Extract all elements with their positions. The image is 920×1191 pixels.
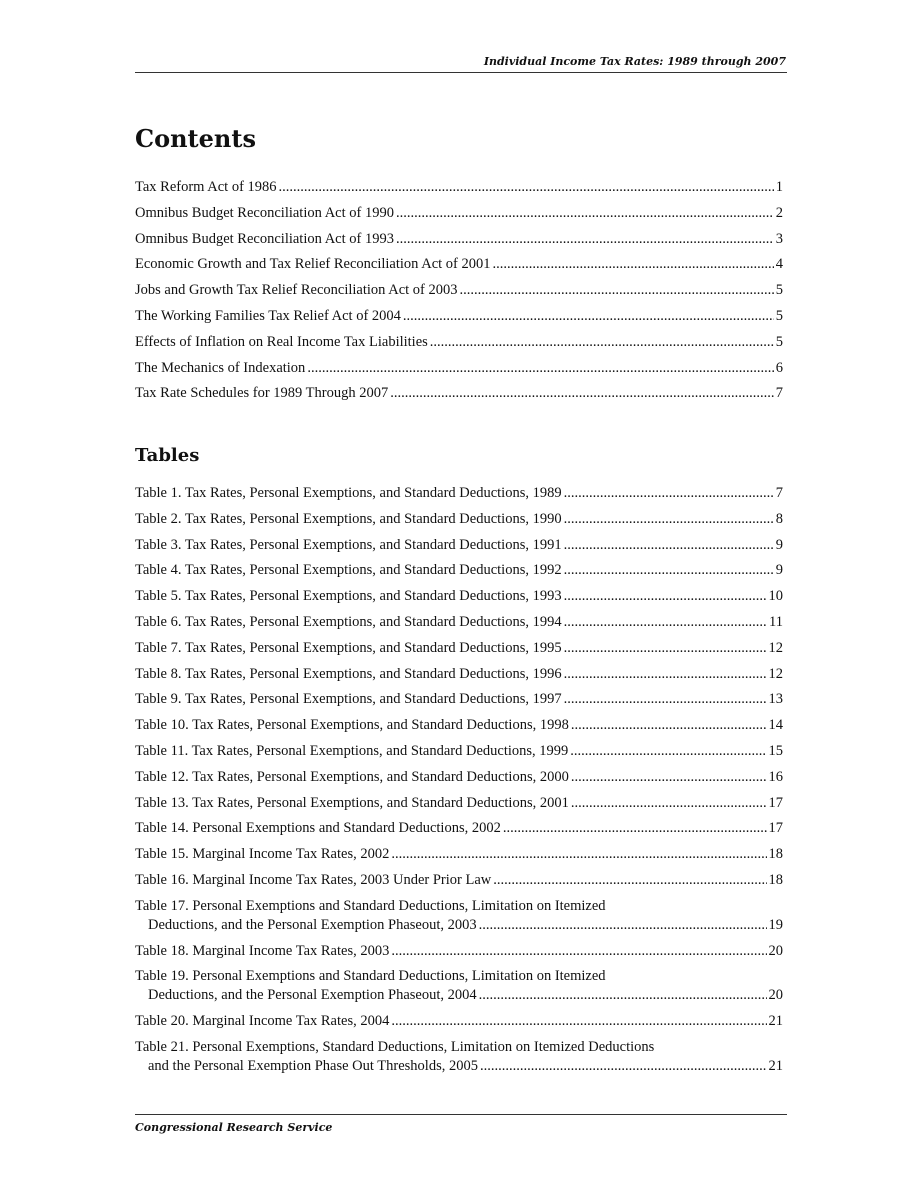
tables-entry[interactable] bbox=[135, 510, 783, 529]
tables-entry-title: Deductions, and the Personal Exemption Phaseout, 2004 bbox=[148, 987, 477, 1004]
contents-entry[interactable] bbox=[135, 230, 783, 249]
tables-entry-title: Table 14. Personal Exemptions and Standard Deductions, 2002 bbox=[135, 820, 501, 837]
dot-leader bbox=[564, 639, 767, 658]
dot-leader bbox=[403, 307, 774, 326]
tables-entry-title: Table 5. Tax Rates, Personal Exemptions, and Standard Deductions, 1993 bbox=[135, 588, 562, 605]
tables-entry-title: Table 18. Marginal Income Tax Rates, 2003 bbox=[135, 942, 390, 959]
tables-entry-page-number: 12 bbox=[768, 639, 783, 656]
contents-entry-title: Economic Growth and Tax Relief Reconciliation Act of 2001 bbox=[135, 256, 491, 273]
tables-entry-title: Table 6. Tax Rates, Personal Exemptions, and Standard Deductions, 1994 bbox=[135, 613, 562, 630]
contents-entry[interactable] bbox=[135, 384, 783, 403]
dot-leader bbox=[479, 916, 767, 935]
tables-entry-title-line: Table 17. Personal Exemptions and Standard Deductions, Limitation on Itemized bbox=[135, 897, 606, 914]
tables-entry[interactable] bbox=[135, 639, 783, 658]
dot-leader bbox=[391, 845, 766, 864]
contents-heading: Contents bbox=[135, 124, 256, 153]
contents-list bbox=[135, 178, 783, 410]
tables-entry-page-number: 16 bbox=[768, 768, 783, 785]
tables-entry[interactable] bbox=[135, 897, 783, 935]
tables-entry-page-number: 10 bbox=[768, 588, 783, 605]
tables-entry[interactable] bbox=[135, 768, 783, 787]
dot-leader bbox=[564, 561, 774, 580]
dot-leader bbox=[479, 986, 767, 1005]
contents-entry-title: The Working Families Tax Relief Act of 2004 bbox=[135, 307, 401, 324]
tables-entry-page-number: 8 bbox=[775, 510, 783, 527]
tables-list bbox=[135, 484, 783, 1083]
tables-entry-title: Table 2. Tax Rates, Personal Exemptions, and Standard Deductions, 1990 bbox=[135, 510, 562, 527]
running-footer: Congressional Research Service bbox=[135, 1121, 333, 1134]
tables-entry[interactable] bbox=[135, 587, 783, 606]
dot-leader bbox=[391, 1012, 766, 1031]
contents-entry-page-number: 1 bbox=[775, 179, 783, 195]
tables-entry[interactable] bbox=[135, 484, 783, 503]
tables-entry[interactable] bbox=[135, 742, 783, 761]
contents-entry[interactable] bbox=[135, 281, 783, 300]
tables-entry-page-number: 9 bbox=[775, 562, 783, 579]
dot-leader bbox=[571, 716, 767, 735]
contents-entry-page-number: 6 bbox=[775, 359, 783, 376]
contents-entry-title: Omnibus Budget Reconciliation Act of 1993 bbox=[135, 230, 394, 247]
dot-leader bbox=[391, 942, 766, 961]
tables-entry[interactable] bbox=[135, 1038, 783, 1076]
tables-entry[interactable] bbox=[135, 794, 783, 813]
tables-entry-title: Table 9. Tax Rates, Personal Exemptions, and Standard Deductions, 1997 bbox=[135, 691, 562, 708]
contents-entry[interactable] bbox=[135, 255, 783, 274]
tables-entry[interactable] bbox=[135, 871, 783, 890]
tables-entry[interactable] bbox=[135, 665, 783, 684]
dot-leader bbox=[564, 536, 774, 555]
tables-entry-page-number: 9 bbox=[775, 536, 783, 553]
contents-entry-page-number: 5 bbox=[775, 307, 783, 324]
dot-leader bbox=[564, 587, 767, 606]
contents-entry[interactable] bbox=[135, 359, 783, 378]
dot-leader bbox=[430, 333, 774, 352]
tables-entry[interactable] bbox=[135, 690, 783, 709]
tables-entry[interactable] bbox=[135, 967, 783, 1005]
tables-entry[interactable] bbox=[135, 942, 783, 961]
tables-entry-page-number: 12 bbox=[768, 665, 783, 682]
dot-leader bbox=[564, 613, 767, 632]
dot-leader bbox=[503, 819, 767, 838]
dot-leader bbox=[307, 359, 773, 378]
tables-entry-page-number: 14 bbox=[768, 717, 783, 734]
tables-entry-title: Table 15. Marginal Income Tax Rates, 2002 bbox=[135, 846, 390, 863]
tables-entry[interactable] bbox=[135, 1012, 783, 1031]
tables-entry-title: Table 11. Tax Rates, Personal Exemptions, and Standard Deductions, 1999 bbox=[135, 742, 569, 759]
tables-entry-page-number: 20 bbox=[768, 987, 783, 1004]
dot-leader bbox=[460, 281, 774, 300]
tables-entry-title: Table 16. Marginal Income Tax Rates, 2003 Under Prior Law bbox=[135, 871, 492, 888]
tables-entry[interactable] bbox=[135, 536, 783, 555]
footer-rule bbox=[135, 1114, 787, 1115]
tables-entry-title: Table 10. Tax Rates, Personal Exemptions, and Standard Deductions, 1998 bbox=[135, 717, 569, 734]
dot-leader bbox=[571, 768, 767, 787]
tables-entry-title: Table 7. Tax Rates, Personal Exemptions, and Standard Deductions, 1995 bbox=[135, 639, 562, 656]
running-header: Individual Income Tax Rates: 1989 through 2007 bbox=[483, 55, 786, 68]
tables-entry-page-number: 11 bbox=[769, 613, 783, 630]
tables-entry[interactable] bbox=[135, 561, 783, 580]
dot-leader bbox=[396, 204, 774, 223]
tables-entry-title: and the Personal Exemption Phase Out Thresholds, 2005 bbox=[148, 1057, 478, 1074]
contents-entry-title: Jobs and Growth Tax Relief Reconciliation Act of 2003 bbox=[135, 282, 458, 299]
contents-entry-title: Tax Reform Act of 1986 bbox=[135, 179, 277, 195]
dot-leader bbox=[564, 690, 767, 709]
tables-entry-page-number: 21 bbox=[768, 1057, 783, 1074]
tables-heading: Tables bbox=[135, 445, 200, 466]
contents-entry-title: The Mechanics of Indexation bbox=[135, 359, 306, 376]
tables-entry-page-number: 13 bbox=[768, 691, 783, 708]
tables-entry[interactable] bbox=[135, 613, 783, 632]
tables-entry-title-line: Table 21. Personal Exemptions, Standard Deductions, Limitation on Itemized Deductions bbox=[135, 1038, 655, 1055]
tables-entry-title: Table 8. Tax Rates, Personal Exemptions, and Standard Deductions, 1996 bbox=[135, 665, 562, 682]
tables-entry-page-number: 17 bbox=[768, 794, 783, 811]
dot-leader bbox=[480, 1057, 767, 1076]
tables-entry[interactable] bbox=[135, 819, 783, 838]
contents-entry-page-number: 2 bbox=[775, 204, 783, 221]
tables-entry-page-number: 17 bbox=[768, 820, 783, 837]
tables-entry-title-line: Table 19. Personal Exemptions and Standard Deductions, Limitation on Itemized bbox=[135, 968, 606, 985]
contents-entry-title: Tax Rate Schedules for 1989 Through 2007 bbox=[135, 385, 389, 402]
header-rule bbox=[135, 72, 787, 73]
tables-entry[interactable] bbox=[135, 845, 783, 864]
tables-entry-title: Table 13. Tax Rates, Personal Exemptions, and Standard Deductions, 2001 bbox=[135, 794, 569, 811]
contents-entry-page-number: 3 bbox=[775, 230, 783, 247]
dot-leader bbox=[493, 871, 766, 890]
contents-entry[interactable] bbox=[135, 178, 783, 197]
contents-entry-page-number: 5 bbox=[775, 282, 783, 299]
tables-entry-page-number: 18 bbox=[768, 846, 783, 863]
tables-entry-page-number: 15 bbox=[768, 742, 783, 759]
tables-entry-page-number: 21 bbox=[768, 1013, 783, 1030]
tables-entry-title: Table 1. Tax Rates, Personal Exemptions, and Standard Deductions, 1989 bbox=[135, 485, 562, 501]
contents-entry-page-number: 7 bbox=[775, 385, 783, 402]
tables-entry[interactable] bbox=[135, 716, 783, 735]
dot-leader bbox=[396, 230, 774, 249]
tables-entry-page-number: 18 bbox=[768, 871, 783, 888]
dot-leader bbox=[571, 794, 767, 813]
contents-entry[interactable] bbox=[135, 333, 783, 352]
dot-leader bbox=[493, 255, 774, 274]
contents-entry-title: Effects of Inflation on Real Income Tax Liabilities bbox=[135, 333, 428, 350]
tables-entry-title: Table 3. Tax Rates, Personal Exemptions, and Standard Deductions, 1991 bbox=[135, 536, 562, 553]
dot-leader bbox=[564, 665, 767, 684]
dot-leader bbox=[279, 178, 774, 197]
tables-entry-title: Deductions, and the Personal Exemption Phaseout, 2003 bbox=[148, 916, 477, 933]
dot-leader bbox=[564, 510, 774, 529]
dot-leader bbox=[564, 484, 774, 503]
contents-entry[interactable] bbox=[135, 307, 783, 326]
contents-entry-title: Omnibus Budget Reconciliation Act of 1990 bbox=[135, 204, 394, 221]
contents-entry-page-number: 4 bbox=[775, 256, 783, 273]
tables-entry-page-number: 19 bbox=[768, 916, 783, 933]
tables-entry-page-number: 7 bbox=[775, 485, 783, 501]
tables-entry-page-number: 20 bbox=[768, 942, 783, 959]
tables-entry-title: Table 12. Tax Rates, Personal Exemptions, and Standard Deductions, 2000 bbox=[135, 768, 569, 785]
dot-leader bbox=[390, 384, 774, 403]
tables-entry-title: Table 4. Tax Rates, Personal Exemptions, and Standard Deductions, 1992 bbox=[135, 562, 562, 579]
tables-entry-title: Table 20. Marginal Income Tax Rates, 2004 bbox=[135, 1013, 390, 1030]
dot-leader bbox=[570, 742, 766, 761]
contents-entry[interactable] bbox=[135, 204, 783, 223]
contents-entry-page-number: 5 bbox=[775, 333, 783, 350]
